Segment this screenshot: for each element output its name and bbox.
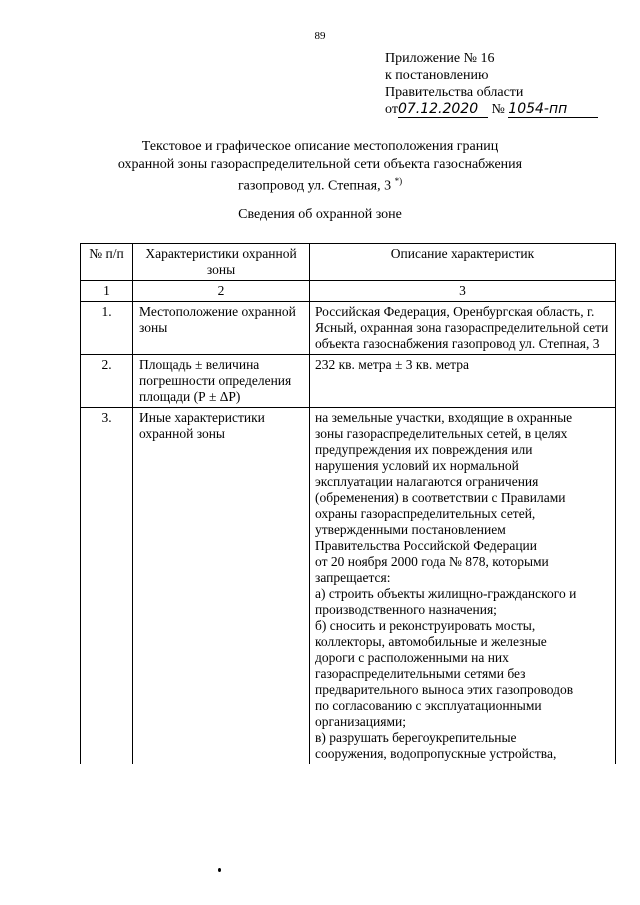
description-line: предупреждения их повреждения или (315, 442, 533, 457)
description-line: зоны газораспределительных сетей, в целях (315, 426, 568, 441)
description-line: в) разрушать берегоукрепительные (315, 730, 517, 745)
description-line: коллекторы, автомобильные и железные (315, 634, 547, 649)
description-line: Правительства Российской Федерации (315, 538, 537, 553)
description-line: предварительного выноса этих газопроводов (315, 682, 574, 697)
appendix-date-line (385, 101, 598, 118)
description-line: запрещается: (315, 570, 391, 585)
index-cell: 1 (81, 281, 133, 302)
index-row (81, 281, 616, 302)
table-row (81, 302, 616, 355)
description-line: на земельные участки, входящие в охранные (315, 410, 573, 425)
row-characteristic: Иные характеристики охранной зоны (133, 408, 310, 765)
appendix-line1: Приложение № 16 (385, 51, 495, 66)
row-number: 3. (81, 408, 133, 765)
appendix-block (385, 50, 598, 118)
row-description: 232 кв. метра ± 3 кв. метра (310, 355, 616, 408)
description-line: организациями; (315, 714, 406, 729)
description-line: сооружения, водопропускные устройства, (315, 746, 557, 761)
document-title (0, 138, 640, 195)
row-characteristic: Местоположение охранной зоны (133, 302, 310, 355)
handwritten-number: 1054-пп (508, 101, 568, 117)
description-line: (обременения) в соответствии с Правилами (315, 490, 566, 505)
header-description: Описание характеристик (310, 244, 616, 281)
description-line: охраны газораспределительных сетей, (315, 506, 536, 521)
title-line1: Текстовое и графическое описание местоположения границ (141, 139, 499, 154)
description-line: б) сносить и реконструировать мосты, (315, 618, 536, 633)
description-line: дороги с расположенными на них (315, 650, 509, 665)
header-num: № п/п (81, 244, 133, 281)
index-cell: 3 (310, 281, 616, 302)
appendix-line3: Правительства области (385, 85, 524, 100)
description-line: а) строить объекты жилищно-гражданского и (315, 586, 577, 601)
description-line: утвержденными постановлением (315, 522, 506, 537)
date-prefix: от (385, 102, 398, 117)
header-row (81, 244, 616, 281)
description-line: по согласованию с эксплуатационными (315, 698, 542, 713)
description-line: эксплуатации налагаются ограничения (315, 474, 539, 489)
number-prefix: № (491, 102, 505, 117)
description-line: газораспределительными сетями без (315, 666, 526, 681)
description-line: от 20 ноября 2000 года № 878, которыми (315, 554, 549, 569)
table-row (81, 408, 616, 765)
appendix-line2: к постановлению (385, 68, 489, 83)
row-number: 2. (81, 355, 133, 408)
footnote-mark: *) (394, 176, 403, 186)
row-number: 1. (81, 302, 133, 355)
ink-dot (218, 868, 221, 872)
row-characteristic: Площадь ± величина погрешности определения площади (Р ± ΔР) (133, 355, 310, 408)
row-description: Российская Федерация, Оренбургская область, г. Ясный, охранная зона газораспределительной сети объекта газоснабжения газопровод ул. Степная, 3 (310, 302, 616, 355)
row-description (310, 408, 616, 765)
section-subtitle: Сведения об охранной зоне (238, 207, 402, 222)
title-line3: газопровод ул. Степная, 3 (237, 178, 392, 194)
index-cell: 2 (133, 281, 310, 302)
handwritten-date: 07.12.2020 (397, 101, 479, 117)
page-number: 89 (314, 30, 326, 42)
table-row (81, 355, 616, 408)
description-line: нарушения условий их нормальной (315, 458, 519, 473)
zone-info-table (80, 243, 616, 764)
title-line2: охранной зоны газораспределительной сети объекта газоснабжения (117, 156, 523, 172)
description-line: производственного назначения; (315, 602, 497, 617)
header-characteristics: Характеристики охранной зоны (133, 244, 310, 281)
